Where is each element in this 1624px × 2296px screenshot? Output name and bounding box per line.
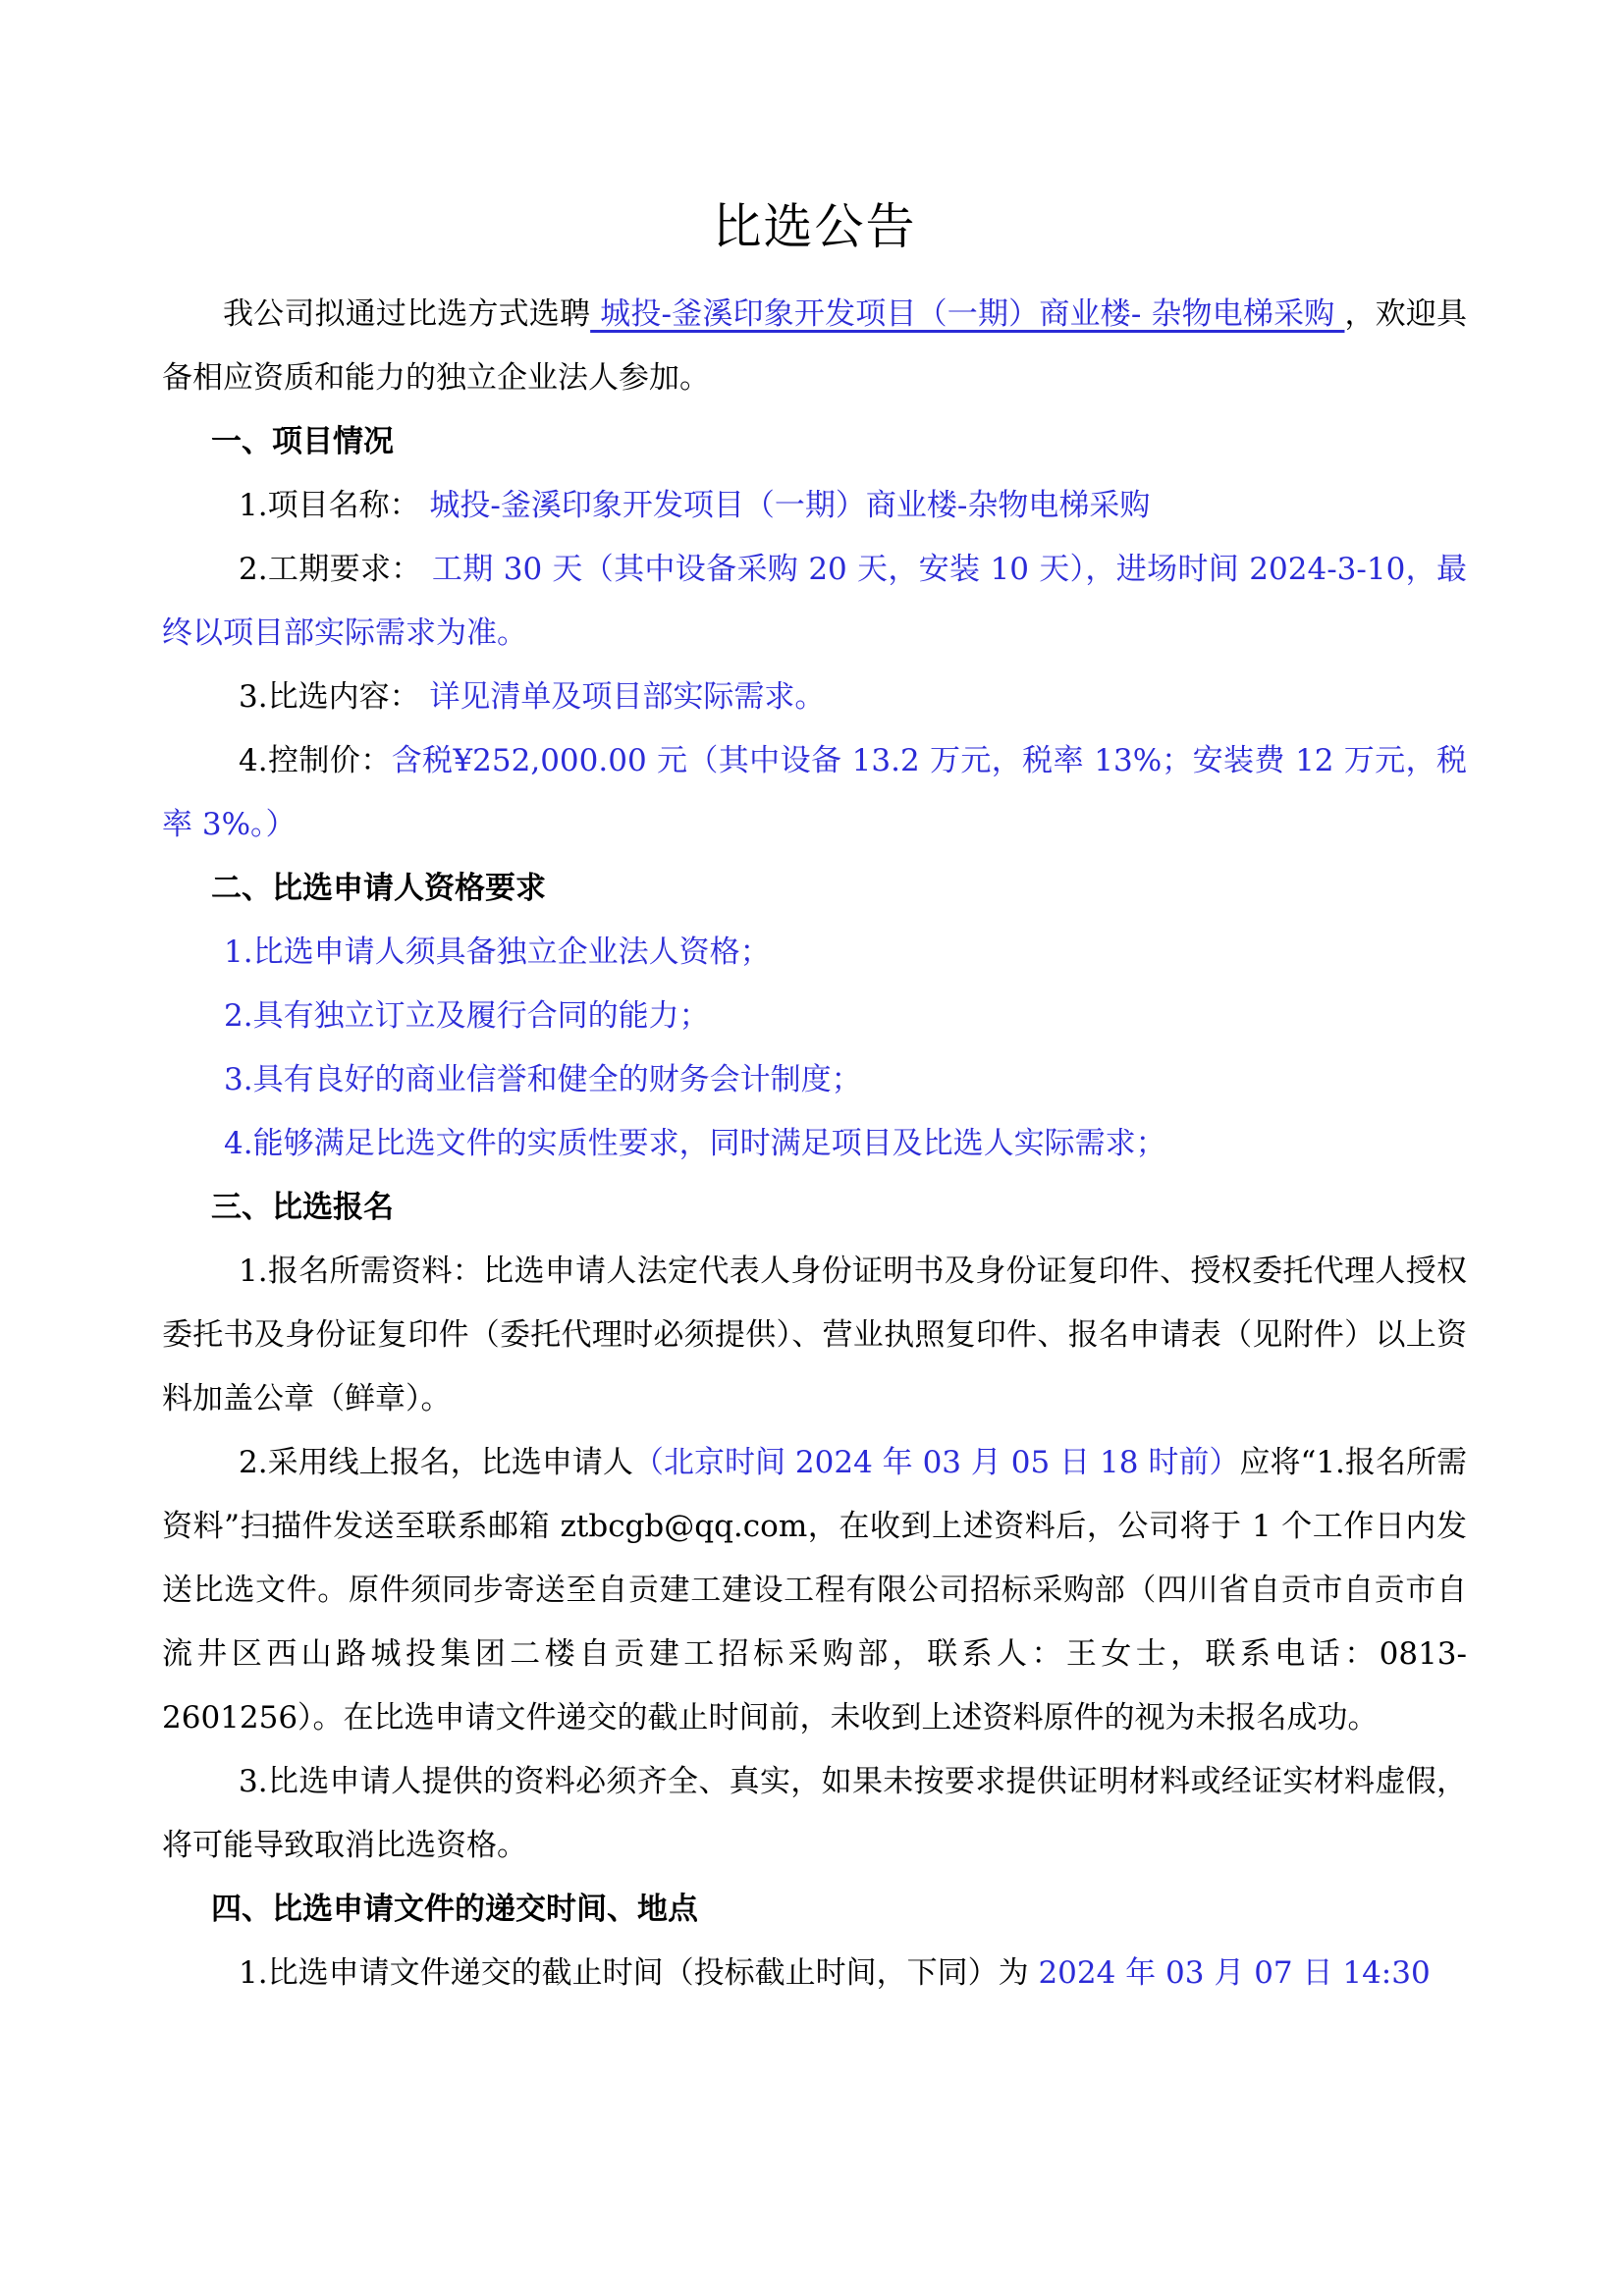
section1-item4 <box>162 729 1467 857</box>
section3-paragraph2 <box>162 1431 1467 1750</box>
section3-paragraph1: 1.报名所需资料：比选申请人法定代表人身份证明书及身份证复印件、授权委托代理人授权委托书及身份证复印件（委托代理时必须提供）、营业执照复印件、报名申请表（见附件）以上资料加盖公章（鲜章）。 <box>162 1254 1467 1416</box>
section3-heading: 三、比选报名 <box>211 1190 394 1225</box>
p1-prefix: 1.比选申请文件递交的截止时间（投标截止时间，下同）为 <box>239 1955 1039 1991</box>
p2-suffix: 应将“1.报名所需资料”扫描件发送至联系邮箱 ztbcgb@qq.com，在收到上述资料后，公司将于 1 个工作日内发送比选文件。原件须同步寄送至自贡建工建设工程有限公司招标采购部（四川省自贡市自贡市自流井区西山路城投集团二楼自贡建工招标采购部，联系人：王女士，联系电话：0813-2601256）。在比选申请文件递交的截止时间前，未收到上述资料原件的视为未报名成功。 <box>162 1445 1468 1735</box>
section1-item2 <box>162 538 1467 666</box>
item2-value: 工期 30 天（其中设备采购 20 天，安装 10 天），进场时间 2024-3-10，最终以项目部实际需求为准。 <box>162 552 1468 651</box>
item2-label: 2.工期要求： <box>239 552 422 587</box>
item4-label: 4.控制价： <box>239 743 392 778</box>
intro-suffix: ，欢迎具备相应资质和能力的独立企业法人参加。 <box>162 296 1468 396</box>
item1-label: 1.项目名称： <box>239 488 420 523</box>
qualification-item: 2.具有独立订立及履行合同的能力； <box>224 998 710 1034</box>
item3-value: 详见清单及项目部实际需求。 <box>419 679 826 715</box>
p2-prefix: 2.采用线上报名，比选申请人 <box>239 1445 633 1480</box>
intro-project-name: 城投-釜溪印象开发项目（一期）商业楼- 杂物电梯采购 <box>590 296 1345 332</box>
qualification-item: 3.具有良好的商业信誉和健全的财务会计制度； <box>224 1062 862 1097</box>
section1-heading: 一、项目情况 <box>211 424 394 459</box>
section1-item1 <box>162 474 1467 538</box>
item3-label: 3.比选内容： <box>239 679 420 715</box>
section4-paragraph1 <box>162 1942 1467 2005</box>
item4-value: 含税¥252,000.00 元（其中设备 13.2 万元，税率 13%；安装费 12 万元，税率 3%。） <box>162 743 1468 842</box>
section4-heading: 四、比选申请文件的递交时间、地点 <box>211 1892 698 1927</box>
intro-prefix: 我公司拟通过比选方式选聘 <box>223 296 591 332</box>
p2-deadline: （北京时间 2024 年 03 月 05 日 18 时前） <box>632 1445 1240 1480</box>
p1-deadline: 2024 年 03 月 07 日 14:30 <box>1038 1955 1431 1991</box>
intro-paragraph <box>162 283 1467 410</box>
item1-value: 城投-釜溪印象开发项目（一期）商业楼-杂物电梯采购 <box>419 488 1151 523</box>
section3-paragraph3: 3.比选申请人提供的资料必须齐全、真实，如果未按要求提供证明材料或经证实材料虚假，将可能导致取消比选资格。 <box>162 1764 1467 1863</box>
qualification-item: 4.能够满足比选文件的实质性要求，同时满足项目及比选人实际需求； <box>224 1126 1166 1161</box>
qualification-item: 1.比选申请人须具备独立企业法人资格； <box>224 934 771 970</box>
document-title: 比选公告 <box>712 198 917 255</box>
section2-heading: 二、比选申请人资格要求 <box>211 871 546 906</box>
section1-item3 <box>162 666 1467 729</box>
